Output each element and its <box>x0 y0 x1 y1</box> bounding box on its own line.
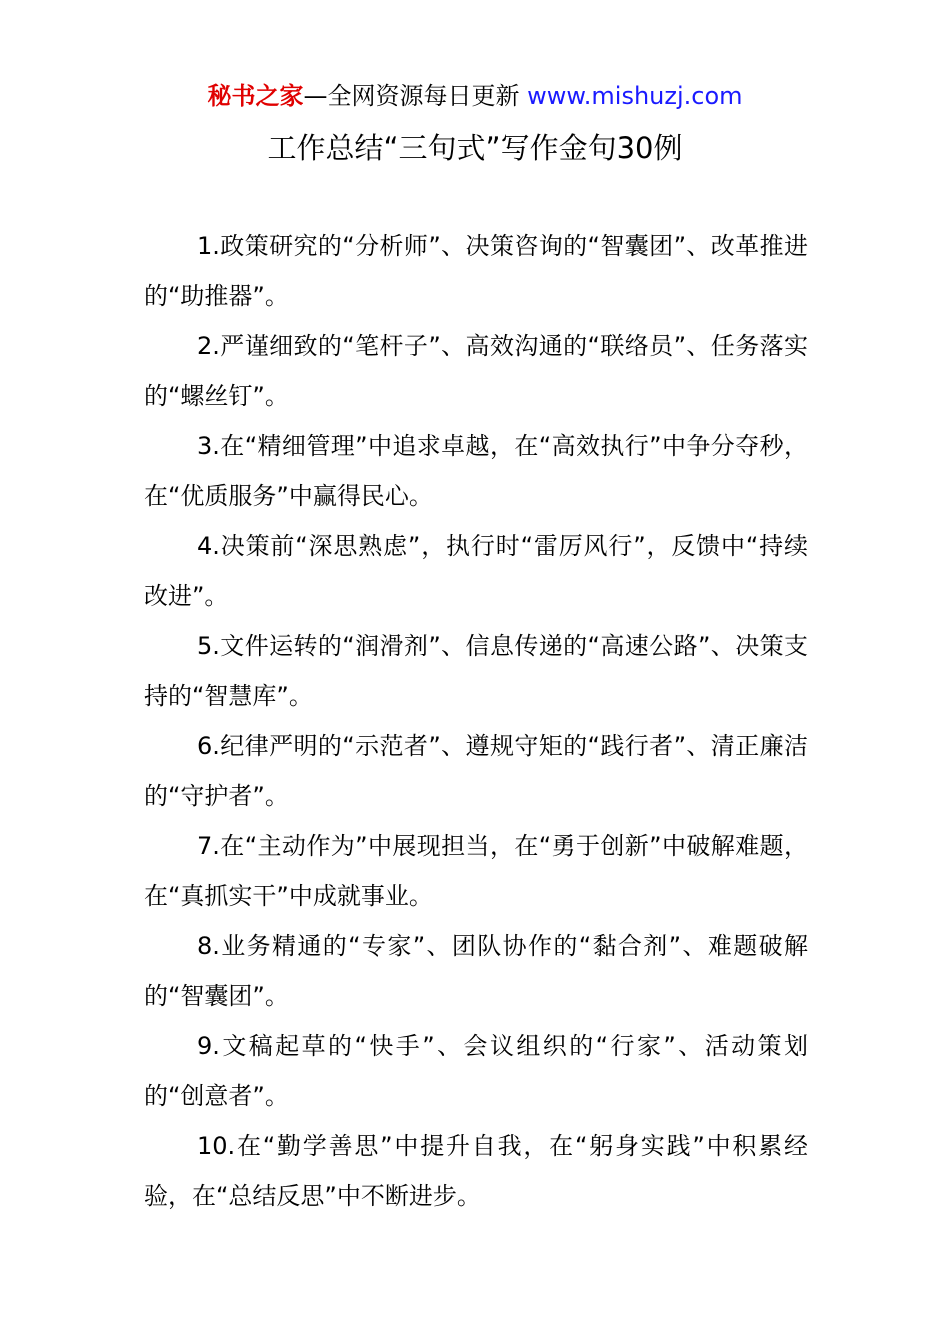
document-title: 工作总结“三句式”写作金句30例 <box>267 131 683 165</box>
document-body <box>144 221 808 1221</box>
list-item: 1.政策研究的“分析师”、决策咨询的“智囊团”、改革推进的“助推器”。 <box>144 232 808 310</box>
site-url-link[interactable]: www.mishuzj.com <box>527 82 743 110</box>
site-header <box>0 80 950 112</box>
brand-name: 秘书之家 <box>207 82 304 110</box>
header-tagline: —全网资源每日更新 <box>303 82 520 110</box>
list-item: 4.决策前“深思熟虑”，执行时“雷厉风行”，反馈中“持续改进”。 <box>144 532 808 610</box>
list-item: 2.严谨细致的“笔杆子”、高效沟通的“联络员”、任务落实的“螺丝钉”。 <box>144 332 808 410</box>
list-item: 9.文稿起草的“快手”、会议组织的“行家”、活动策划的“创意者”。 <box>144 1032 808 1110</box>
list-item: 6.纪律严明的“示范者”、遵规守矩的“践行者”、清正廉洁的“守护者”。 <box>144 732 808 810</box>
list-item: 7.在“主动作为”中展现担当，在“勇于创新”中破解难题，在“真抓实干”中成就事业。 <box>144 832 808 910</box>
list-item: 5.文件运转的“润滑剂”、信息传递的“高速公路”、决策支持的“智慧库”。 <box>144 632 808 710</box>
list-item: 10.在“勤学善思”中提升自我，在“躬身实践”中积累经验，在“总结反思”中不断进步。 <box>144 1132 808 1210</box>
list-item: 3.在“精细管理”中追求卓越，在“高效执行”中争分夺秒，在“优质服务”中赢得民心。 <box>144 432 808 510</box>
list-item: 8.业务精通的“专家”、团队协作的“黏合剂”、难题破解的“智囊团”。 <box>144 932 808 1010</box>
